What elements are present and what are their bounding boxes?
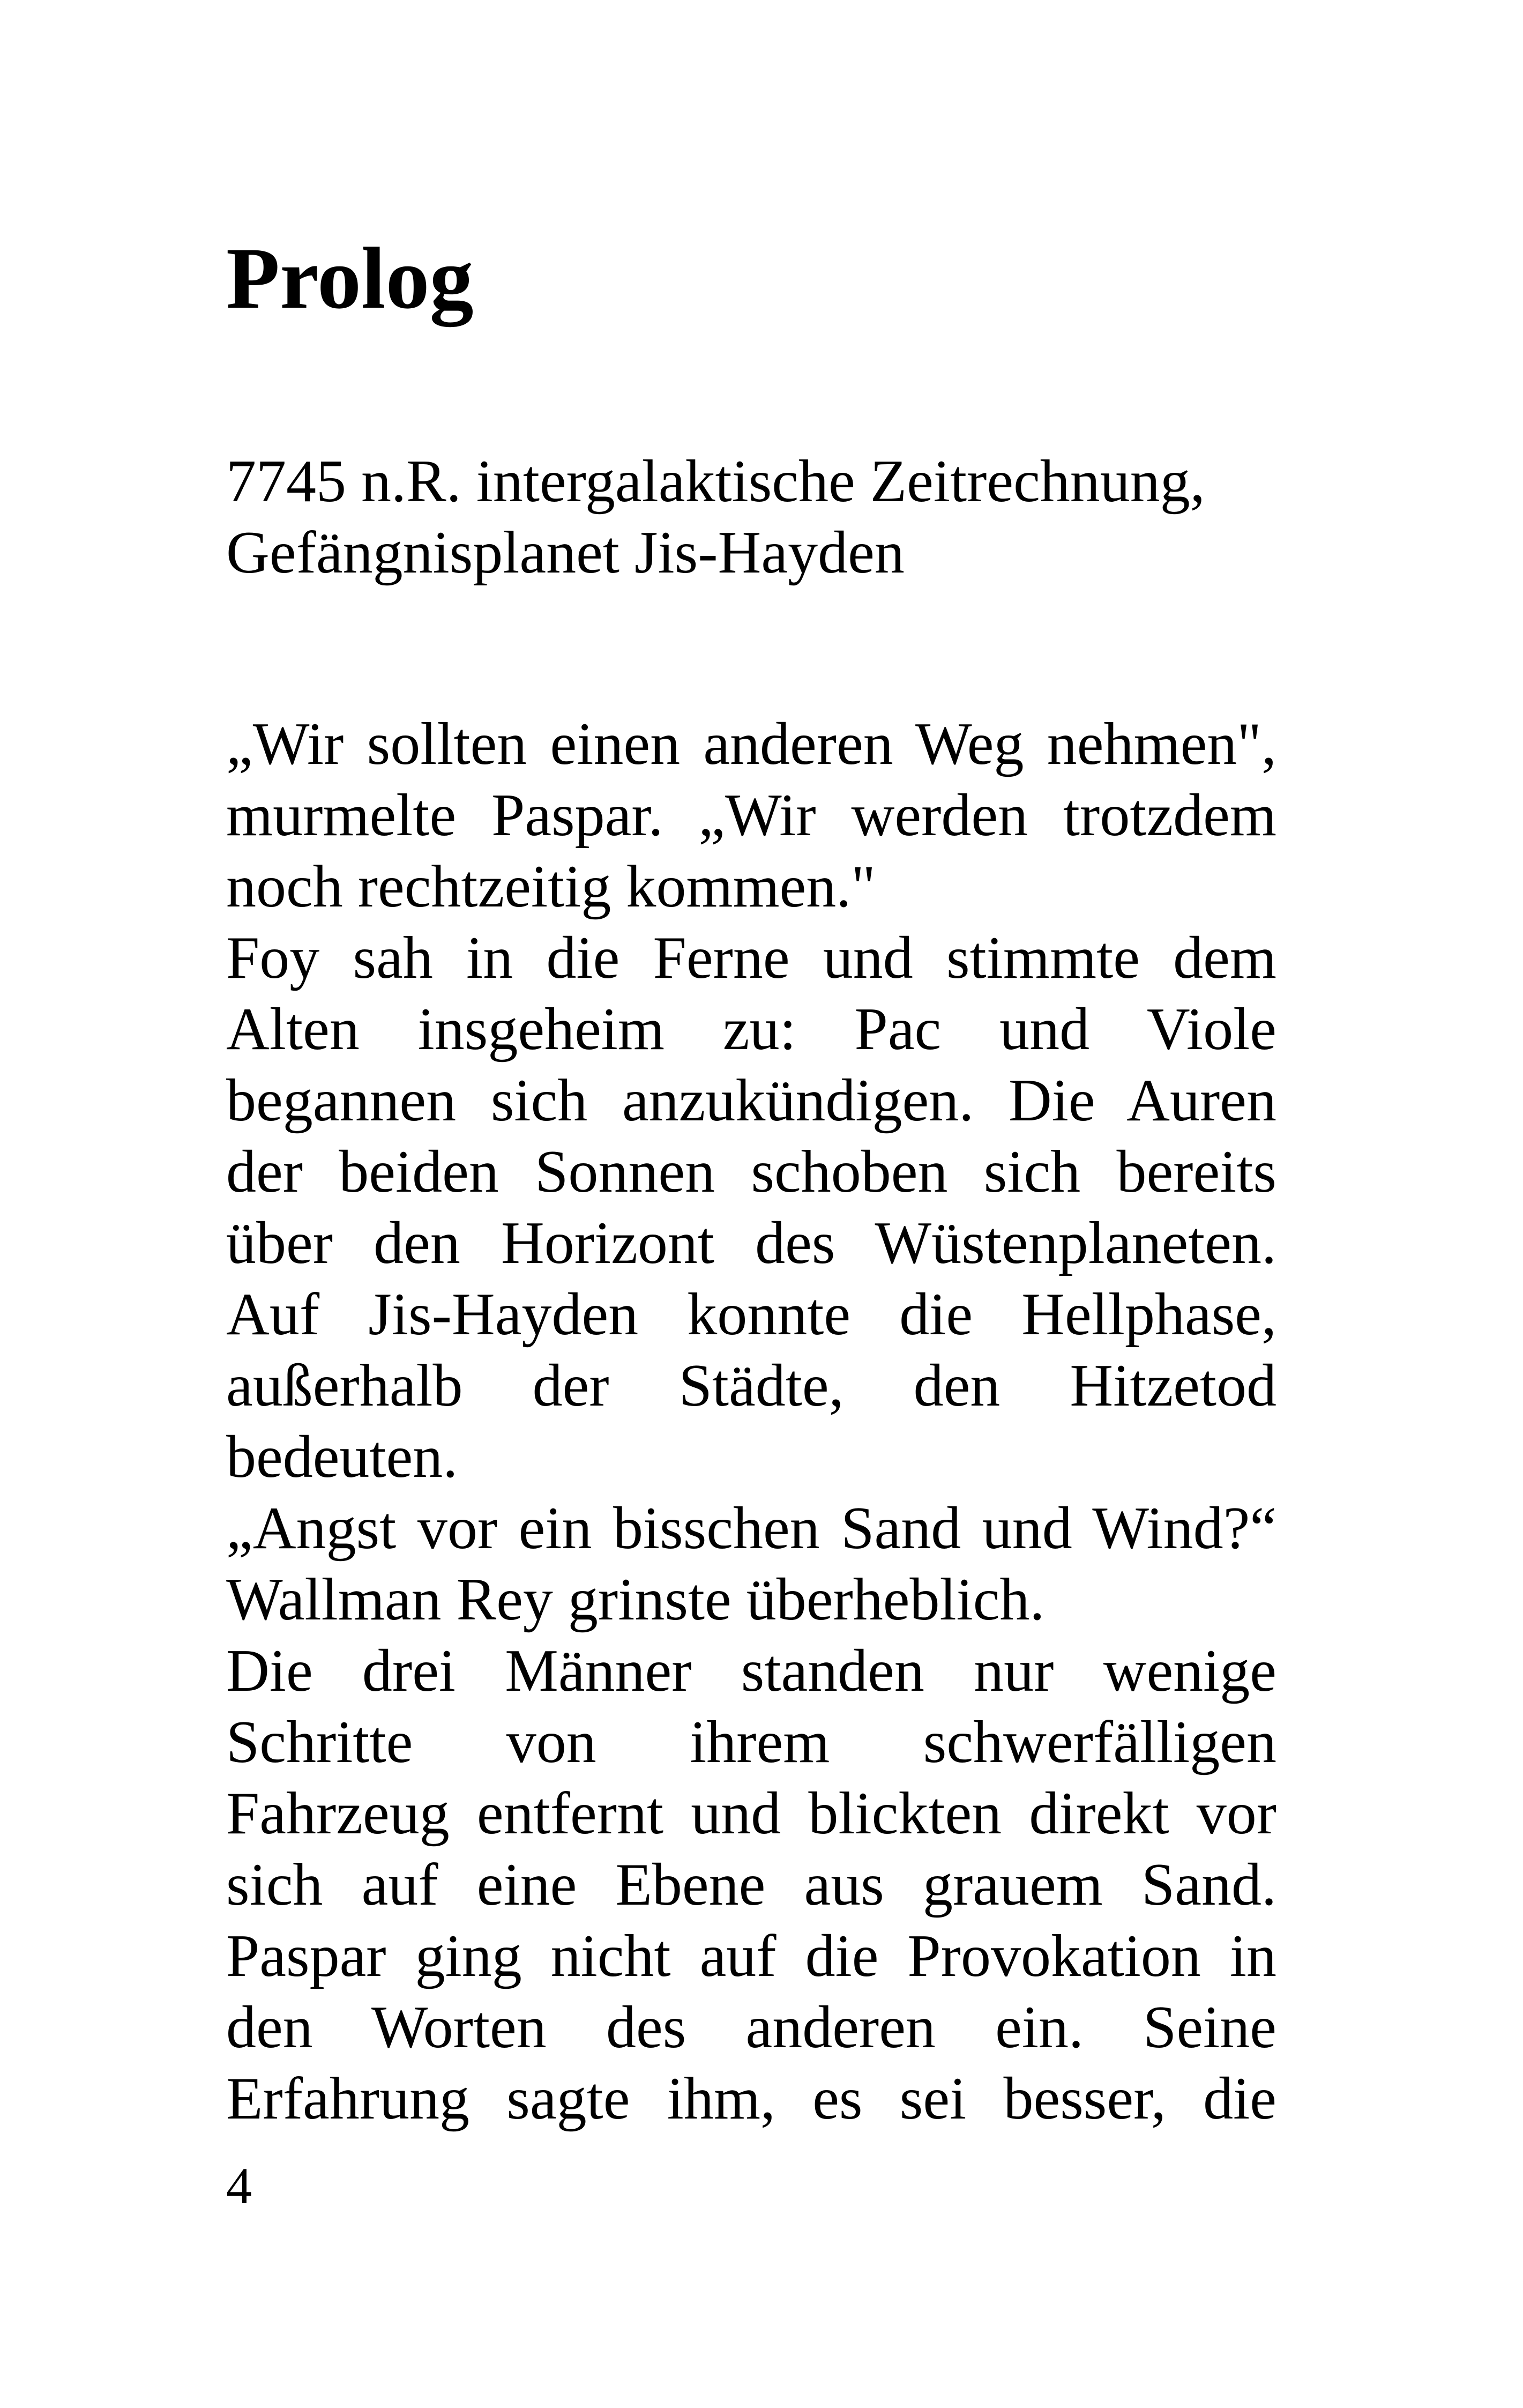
dateline xyxy=(226,446,1276,589)
dateline-line-2: Gefängnisplanet Jis-Hayden xyxy=(226,519,905,586)
paragraph-4: Die drei Männer standen nur wenige Schritte von ihrem schwerfälligen Fahrzeug entfernt und blickten direkt vor sich auf eine Ebene aus grauem Sand. Paspar ging nicht auf die Provokation in den Worten des anderen ein. Seine Erfahrung sagte ihm, es sei besser, die xyxy=(226,1638,1276,2132)
paragraph-1: „Wir sollten einen anderen Weg nehmen", murmelte Paspar. „Wir werden trotzdem noch rechtzeitig kommen." xyxy=(226,711,1276,920)
chapter-title: Prolog xyxy=(226,230,474,327)
paragraph-2: Foy sah in die Ferne und stimmte dem Alten insgeheim zu: Pac und Viole begannen sich anzukündigen. Die Auren der beiden Sonnen schoben sich bereits über den Horizont des Wüstenplaneten. Auf Jis-Hayden konnte die Hellphase, außerhalb der Städte, den Hitzetod bedeuten. xyxy=(226,925,1276,1490)
dateline-line-1: 7745 n.R. intergalaktische Zeitrechnung, xyxy=(226,448,1205,515)
body-text xyxy=(226,709,1276,2135)
page-number: 4 xyxy=(226,2157,252,2214)
paragraph-3: „Angst vor ein bisschen Sand und Wind?“ Wallman Rey grinste überheblich. xyxy=(226,1495,1276,1633)
